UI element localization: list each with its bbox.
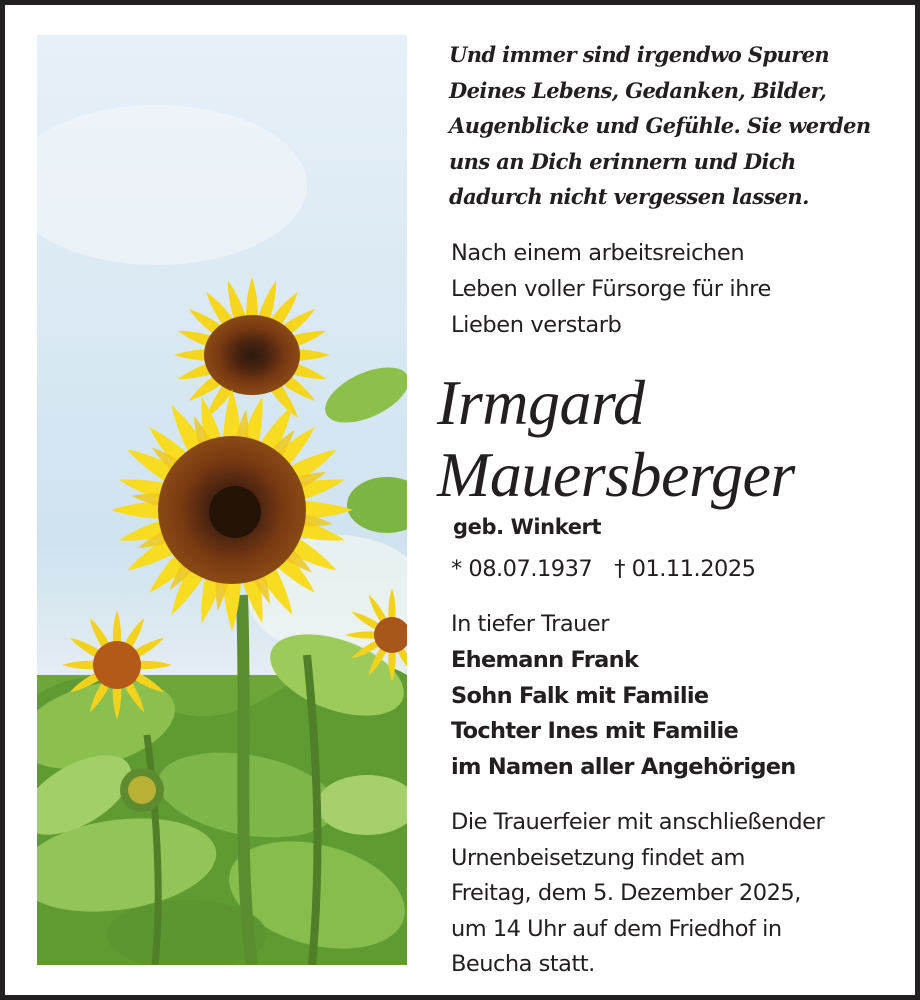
mourner: Ehemann Frank [451, 646, 639, 673]
mourner: Sohn Falk mit Familie [451, 682, 709, 709]
verse-line: Augenblicke und Gefühle. Sie werden [449, 113, 871, 138]
maiden-name: geb. Winkert [453, 515, 602, 539]
intro-text [451, 235, 771, 343]
service-line: Die Trauerfeier mit anschließender [451, 809, 825, 835]
mourner: im Namen aller Angehörigen [451, 754, 796, 781]
verse-line: dadurch nicht vergessen lassen. [449, 184, 809, 209]
sunflower-icon [37, 35, 407, 965]
first-name: Irmgard [437, 367, 645, 438]
service-line: Urnenbeisetzung findet am [451, 844, 745, 871]
mourning-intro: In tiefer Trauer [451, 611, 609, 637]
funeral-service-info [451, 805, 824, 983]
last-name: Mauersberger [437, 439, 795, 510]
service-line: Beucha statt. [451, 951, 595, 977]
deceased-name [437, 367, 795, 511]
intro-line: Leben voller Fürsorge für ihre [451, 276, 771, 302]
verse-line: Deines Lebens, Gedanken, Bilder, [449, 77, 827, 103]
death-date: † 01.11.2025 [614, 556, 756, 582]
life-dates [451, 553, 755, 585]
sunflower-photo [37, 35, 407, 965]
intro-line: Nach einem arbeitsreichen [451, 240, 745, 266]
memorial-verse [449, 37, 871, 215]
service-line: Freitag, dem 5. Dezember 2025, [451, 880, 801, 906]
birth-date: * 08.07.1937 [451, 556, 593, 582]
service-line: um 14 Uhr auf dem Friedhof in [451, 915, 782, 942]
intro-line: Lieben verstarb [451, 312, 622, 338]
verse-line: uns an Dich erinnern und Dich [449, 148, 796, 174]
verse-line: Und immer sind irgendwo Spuren [449, 42, 830, 67]
mourner: Tochter Ines mit Familie [451, 718, 739, 745]
mourners-list [451, 607, 796, 786]
